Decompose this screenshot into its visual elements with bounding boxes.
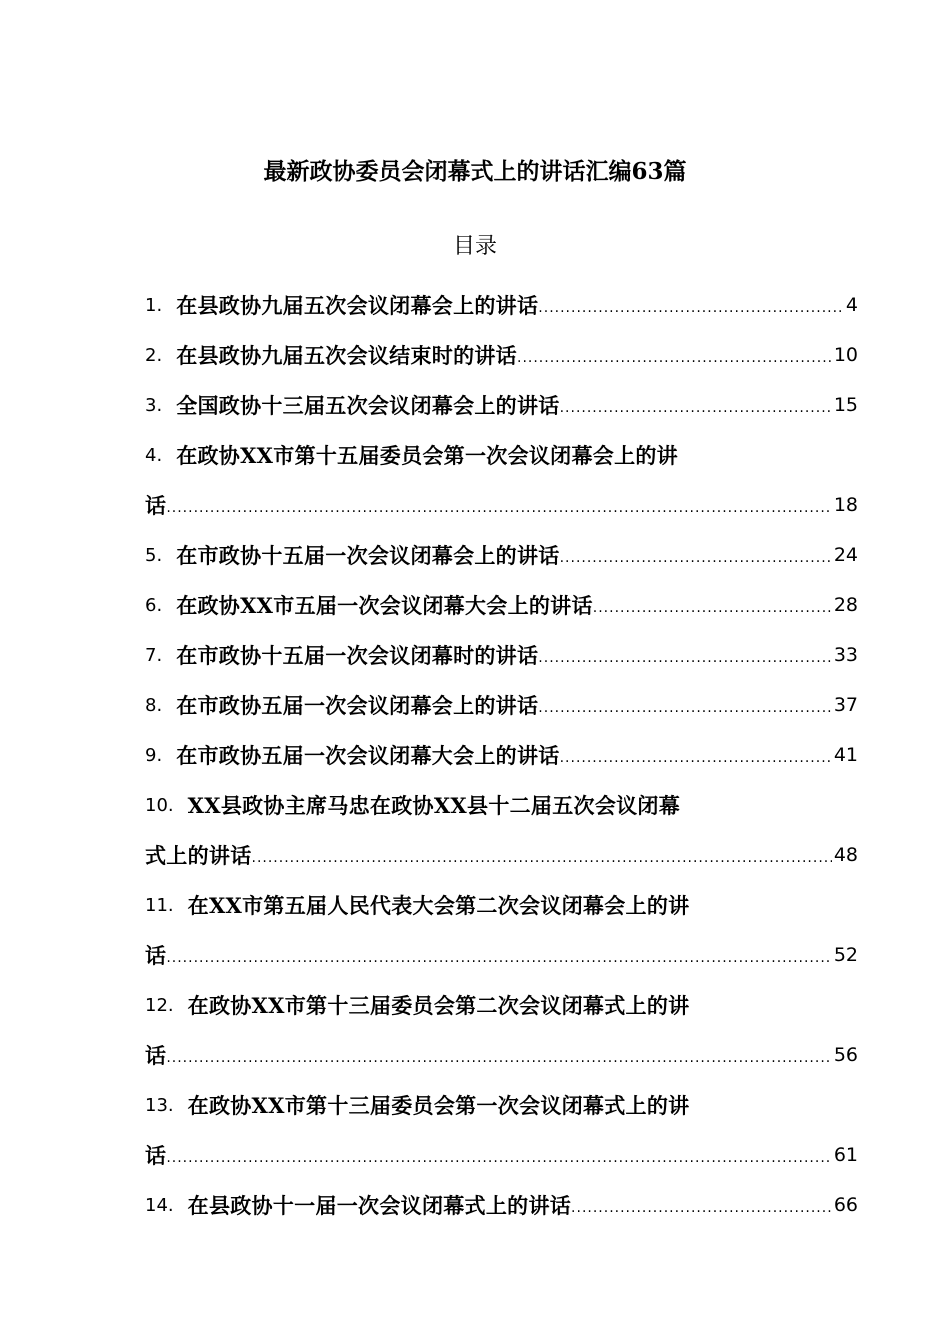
toc-entry[interactable] xyxy=(145,530,858,580)
toc-entry-title: 在县政协十一届一次会议闭幕式上的讲话 xyxy=(187,1193,572,1218)
toc-leader-dots xyxy=(538,700,832,716)
toc-entry-page: 4 xyxy=(845,294,858,316)
toc-leader-dots xyxy=(166,500,832,516)
toc-entry-page: 10 xyxy=(833,344,858,366)
toc-entry-title-cont: 话 xyxy=(145,1143,167,1168)
toc-entry-line1[interactable] xyxy=(145,880,858,930)
toc-entry-line1[interactable] xyxy=(145,1080,858,1130)
toc-entry-title-cont: 话 xyxy=(145,1043,167,1068)
toc-leader-dots xyxy=(166,950,832,966)
toc-entry-title: 在县政协九届五次会议闭幕会上的讲话 xyxy=(176,293,539,318)
toc-entry-title-cont: 话 xyxy=(145,943,167,968)
toc-entry[interactable] xyxy=(145,1180,858,1230)
toc-entry-title: 在政协XX市第十三届委员会第一次会议闭幕式上的讲 xyxy=(187,1093,690,1118)
toc-entry-number: 5. xyxy=(145,544,163,566)
toc-leader-dots xyxy=(560,750,832,766)
toc-leader-dots xyxy=(560,550,832,566)
toc-entry-page: 33 xyxy=(833,644,858,666)
toc-entry-page: 15 xyxy=(833,394,858,416)
toc-leader-dots xyxy=(560,400,832,416)
toc-entry-title: 全国政协十三届五次会议闭幕会上的讲话 xyxy=(176,393,560,418)
toc-entry[interactable] xyxy=(145,380,858,430)
toc-leader-dots xyxy=(538,300,844,316)
toc-entry-number: 12. xyxy=(145,994,174,1016)
toc-leader-dots xyxy=(252,850,832,866)
toc-entry-title: 在市政协五届一次会议闭幕大会上的讲话 xyxy=(176,743,560,768)
toc-entry-page: 52 xyxy=(833,944,858,966)
toc-entry[interactable] xyxy=(145,280,858,330)
toc-entry-line1[interactable] xyxy=(145,430,858,480)
toc-entry-title: 在政协XX市第十三届委员会第二次会议闭幕式上的讲 xyxy=(187,993,690,1018)
toc-entry-title: 在市政协五届一次会议闭幕会上的讲话 xyxy=(176,693,539,718)
toc-entry-page: 56 xyxy=(833,1044,858,1066)
toc-entry-line2[interactable] xyxy=(145,1030,858,1080)
toc-entry-number: 13. xyxy=(145,1094,174,1116)
toc-leader-dots xyxy=(166,1150,832,1166)
toc-entry-title: 在政协XX市五届一次会议闭幕大会上的讲话 xyxy=(176,593,593,618)
toc-entry-line1[interactable] xyxy=(145,780,858,830)
toc-entry-title: 在XX市第五届人民代表大会第二次会议闭幕会上的讲 xyxy=(187,893,690,918)
toc-entry-number: 11. xyxy=(145,894,174,916)
toc-entry-number: 3. xyxy=(145,394,163,416)
toc-leader-dots xyxy=(593,600,832,616)
toc-entry-title-cont: 话 xyxy=(145,493,167,518)
toc-entry-line2[interactable] xyxy=(145,930,858,980)
toc-entry-title-cont: 式上的讲话 xyxy=(145,843,252,868)
toc-entry-number: 4. xyxy=(145,444,163,466)
table-of-contents xyxy=(145,280,858,1230)
toc-entry-page: 18 xyxy=(833,494,858,516)
toc-entry-page: 41 xyxy=(833,744,858,766)
toc-entry-title: 在市政协十五届一次会议闭幕时的讲话 xyxy=(176,643,539,668)
toc-entry-number: 9. xyxy=(145,744,163,766)
toc-entry-page: 37 xyxy=(833,694,858,716)
toc-entry-title: 在县政协九届五次会议结束时的讲话 xyxy=(176,343,517,368)
toc-entry[interactable] xyxy=(145,630,858,680)
toc-entry[interactable] xyxy=(145,680,858,730)
toc-entry-page: 61 xyxy=(833,1144,858,1166)
toc-entry-page: 66 xyxy=(833,1194,858,1216)
toc-entry-line2[interactable] xyxy=(145,480,858,530)
toc-entry-line1[interactable] xyxy=(145,980,858,1030)
toc-entry-title: XX县政协主席马忠在政协XX县十二届五次会议闭幕 xyxy=(187,793,681,818)
toc-entry-number: 7. xyxy=(145,644,163,666)
toc-entry-page: 24 xyxy=(833,544,858,566)
toc-entry-page: 48 xyxy=(833,844,858,866)
toc-leader-dots xyxy=(538,650,832,666)
toc-entry-number: 2. xyxy=(145,344,163,366)
toc-entry[interactable] xyxy=(145,330,858,380)
toc-entry-number: 1. xyxy=(145,294,163,316)
toc-leader-dots xyxy=(166,1050,832,1066)
toc-entry[interactable] xyxy=(145,580,858,630)
toc-entry-number: 8. xyxy=(145,694,163,716)
toc-entry[interactable] xyxy=(145,730,858,780)
toc-leader-dots xyxy=(571,1200,832,1216)
toc-entry-line2[interactable] xyxy=(145,830,858,880)
toc-entry-number: 6. xyxy=(145,594,163,616)
document-title: 最新政协委员会闭幕式上的讲话汇编63篇 xyxy=(263,158,687,185)
toc-entry-number: 10. xyxy=(145,794,174,816)
toc-entry-number: 14. xyxy=(145,1194,174,1216)
toc-heading: 目录 xyxy=(452,234,497,259)
toc-entry-line2[interactable] xyxy=(145,1130,858,1180)
toc-entry-page: 28 xyxy=(833,594,858,616)
toc-leader-dots xyxy=(517,350,832,366)
toc-entry-title: 在政协XX市第十五届委员会第一次会议闭幕会上的讲 xyxy=(176,443,678,468)
toc-entry-title: 在市政协十五届一次会议闭幕会上的讲话 xyxy=(176,543,560,568)
